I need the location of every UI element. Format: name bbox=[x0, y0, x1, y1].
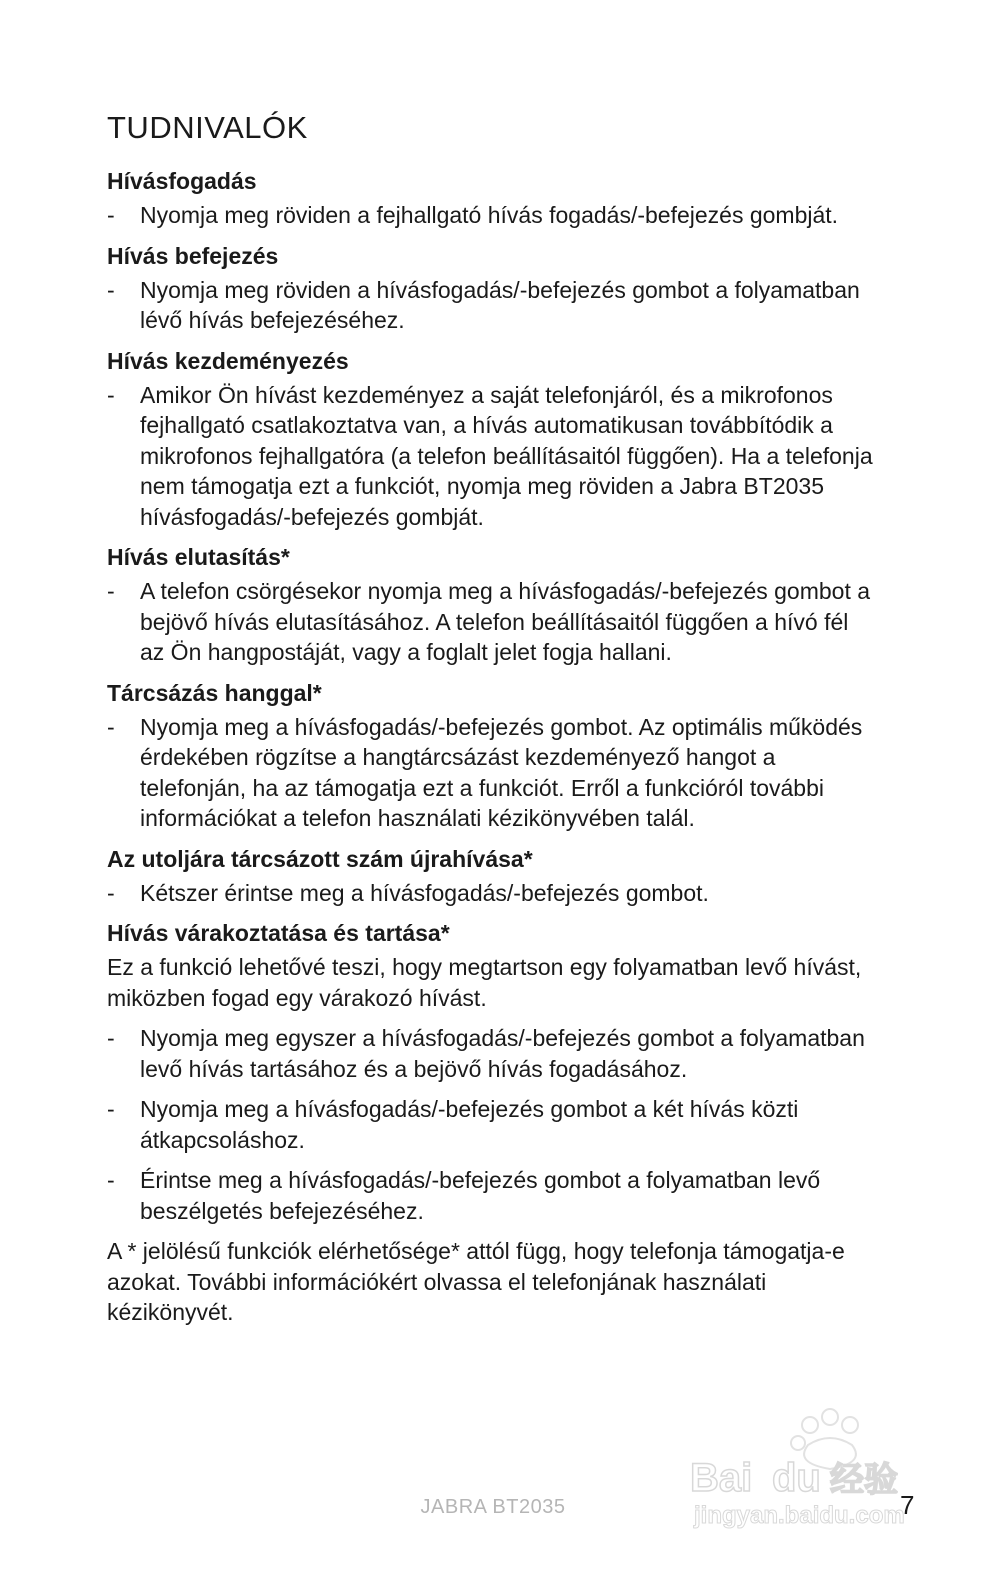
watermark-url: jingyan.baidu.com bbox=[694, 1502, 905, 1529]
bullet-list bbox=[107, 712, 877, 834]
footer-product-name: JABRA BT2035 bbox=[420, 1496, 566, 1518]
section-voice-dial bbox=[107, 678, 877, 834]
bullet-dash: - bbox=[107, 1167, 115, 1193]
bullet-dash: - bbox=[107, 879, 115, 906]
page-number: 7 bbox=[900, 1490, 915, 1520]
bullet-text: Nyomja meg a hívásfogadás/-befejezés gombot. Az optimális működés érdekében rögzítse a hangtárcsázást kezdeményező hangot a telefonján, ha az támogatja ezt a funkciót. Erről a funkcióról további információkat a telefon használati kézikönyvében talál. bbox=[140, 713, 863, 831]
list-item bbox=[107, 878, 877, 909]
list-item bbox=[107, 1094, 877, 1155]
bullet-list bbox=[107, 1023, 877, 1226]
bullet-list bbox=[107, 878, 877, 909]
section-call-end bbox=[107, 241, 877, 336]
list-item bbox=[107, 275, 877, 336]
document-page bbox=[107, 108, 877, 1338]
bullet-dash: - bbox=[107, 202, 115, 228]
bullet-list bbox=[107, 275, 877, 336]
section-redial bbox=[107, 844, 877, 909]
bullet-dash: - bbox=[107, 381, 115, 408]
bullet-dash: - bbox=[107, 578, 115, 604]
list-item bbox=[107, 1165, 877, 1226]
bullet-text: Érintse meg a hívásfogadás/-befejezés gombot a folyamatban levő beszélgetés befejezéséhez. bbox=[140, 1167, 821, 1224]
section-heading: Tárcsázás hanggal* bbox=[107, 679, 322, 706]
bullet-list bbox=[107, 576, 877, 668]
footnote: A * jelölésű funkciók elérhetősége* attól függ, hogy telefonja támogatja-e azokat. További információkért olvassa el telefonjának használati kézikönyvét. bbox=[107, 1238, 845, 1325]
section-call-reject bbox=[107, 542, 877, 668]
page-title: TUDNIVALÓK bbox=[107, 110, 308, 145]
bullet-text: Nyomja meg röviden a hívásfogadás/-befejezés gombot a folyamatban lévő hívás befejezéséhez. bbox=[140, 276, 860, 333]
bullet-dash: - bbox=[107, 276, 115, 303]
list-item bbox=[107, 712, 877, 834]
bullet-list bbox=[107, 380, 877, 533]
section-heading: Hívás kezdeményezés bbox=[107, 347, 349, 374]
section-intro: Ez a funkció lehetővé teszi, hogy megtartson egy folyamatban levő hívást, miközben fogad egy várakozó hívást. bbox=[107, 954, 862, 1011]
section-call-initiate bbox=[107, 346, 877, 533]
watermark-text-jingyan: 经验 bbox=[830, 1460, 898, 1500]
section-call-answer bbox=[107, 166, 877, 231]
bullet-text: Nyomja meg röviden a fejhallgató hívás fogadás/-befejezés gombját. bbox=[140, 202, 839, 228]
bullet-text: Kétszer érintse meg a hívásfogadás/-befejezés gombot. bbox=[140, 879, 709, 906]
bullet-dash: - bbox=[107, 713, 115, 740]
list-item bbox=[107, 200, 877, 231]
bullet-text: Nyomja meg a hívásfogadás/-befejezés gombot a két hívás közti átkapcsoláshoz. bbox=[140, 1096, 799, 1153]
section-heading: Az utoljára tárcsázott szám újrahívása* bbox=[107, 845, 533, 872]
bullet-text: A telefon csörgésekor nyomja meg a hívásfogadás/-befejezés gombot a bejövő hívás elutasításához. A telefon beállításaitól függően a hívó fél az Ön hangpostáját, vagy a foglalt jelet fogja hallani. bbox=[140, 578, 871, 665]
list-item bbox=[107, 1023, 877, 1084]
bullet-list bbox=[107, 200, 877, 231]
section-heading: Hívás befejezés bbox=[107, 242, 279, 269]
section-call-waiting bbox=[107, 918, 877, 1226]
list-item bbox=[107, 380, 877, 533]
section-heading: Hívás elutasítás* bbox=[107, 544, 290, 570]
watermark-text-bai: Bai bbox=[690, 1456, 753, 1500]
bullet-text: Nyomja meg egyszer a hívásfogadás/-befejezés gombot a folyamatban levő hívás tartásához és a bejövő hívás fogadásához. bbox=[140, 1025, 865, 1082]
section-heading: Hívásfogadás bbox=[107, 168, 257, 194]
watermark-text-du: du bbox=[772, 1456, 821, 1500]
bullet-text: Amikor Ön hívást kezdeményez a saját telefonjáról, és a mikrofonos fejhallgató csatlakoztatva van, a hívás automatikusan továbbítódik a mikrofonos fejhallgatóra (a telefon beállításaitól függően). Ha a telefonja nem támogatja ezt a funkciót, nyomja meg röviden a Jabra BT2035 hívásfogadás/-befejezés gombját. bbox=[140, 381, 873, 530]
section-heading: Hívás várakoztatása és tartása* bbox=[107, 920, 450, 946]
baidu-watermark-logo bbox=[690, 1405, 920, 1535]
bullet-dash: - bbox=[107, 1096, 115, 1122]
bullet-dash: - bbox=[107, 1025, 115, 1051]
list-item bbox=[107, 576, 877, 668]
